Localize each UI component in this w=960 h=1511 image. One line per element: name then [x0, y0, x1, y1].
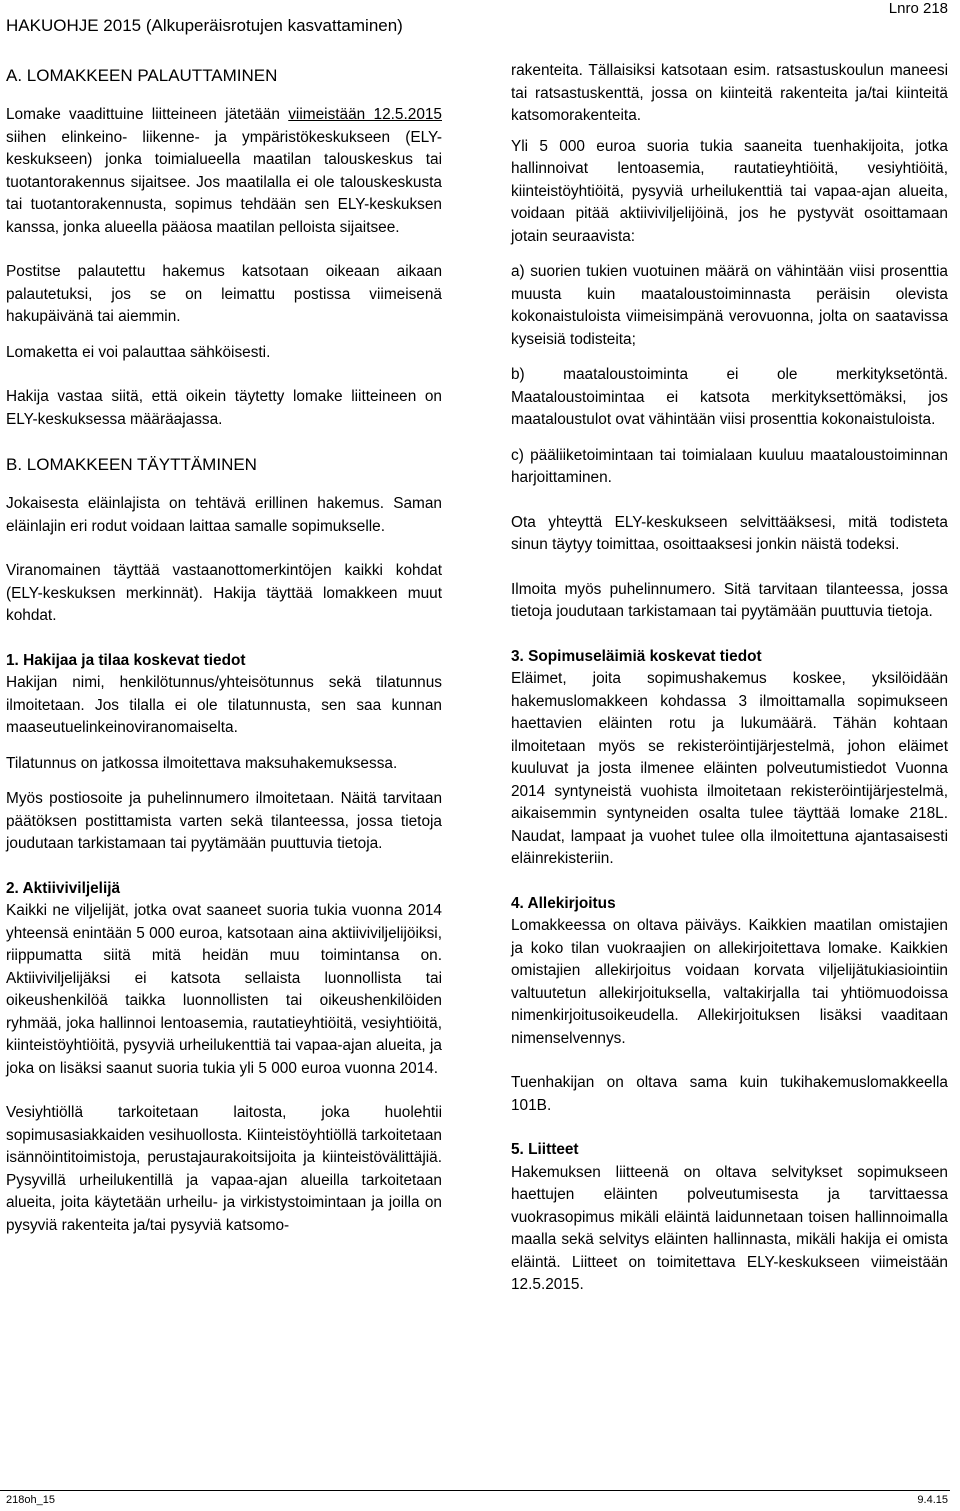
section-1-heading: 1. Hakijaa ja tilaa koskevat tiedot	[6, 651, 246, 669]
criterion-a: a) suorien tukien vuotuinen määrä on vähintään viisi prosenttia muusta kuin maataloustoiminnasta peräisin olevista kokonaistuloista viimeisimpänä verovuonna, jolta on saatavissa kyseisiä todisteita;	[511, 263, 948, 348]
section-1-paragraph-2: Tilatunnus on jatkossa ilmoitettava maksuhakemuksessa.	[6, 754, 398, 772]
right-column	[511, 60, 948, 1297]
deadline-lead-text: Lomake vaadittuine liitteineen jätetään	[6, 106, 289, 123]
section-5-paragraph-1: Hakemuksen liitteenä on oltava selvitykset sopimukseen haettujen eläinten polveutumisesta ja tarvittaessa vuokrasopimus mikäli eläintä laidunnetaan toisen hallinnoimalla maalla sekä selvitys eläinten hallinnasta, mikäli hakija ei omista eläintä. Liitteet on toimitettava ELY-keskukseen viimeistään 12.5.2015.	[511, 1163, 948, 1293]
section-a-paragraph-1	[6, 104, 442, 239]
footer-document-code: 218oh_15	[6, 1494, 55, 1506]
left-column	[6, 60, 442, 1237]
section-2-heading: 2. Aktiiviviljelijä	[6, 879, 121, 897]
deadline-rest-text: siihen elinkeino- liikenne- ja ympäristökeskukseen (ELY-keskukseen) jonka toimialueella maatilan talouskeskus tai tuotantorakennus sijaitsee. Jos maatilalla ei ole talouskeskusta tai tuotantorakennusta, sopimus tehdään sen ELY-keskuksen kanssa, jonka alueella pääosa maatilan pelloista sijaitsee.	[6, 128, 442, 236]
section-4-paragraph-1: Lomakkeessa on oltava päiväys. Kaikkien maatilan omistajien ja koko tilan vuokraajien on allekirjoitettava lomake. Kaikkien omistajien allekirjoitus voidaan korvata viljelijätukiasiointiin valtuutetun allekirjoituksella, valtakirjalla tai yhtiömuodoissa nimenkirjoitusoikeudella. Allekirjoituksen lisäksi vaaditaan nimenselvennys.	[511, 917, 948, 1047]
criterion-c: c) pääliiketoimintaan tai toimialaan kuuluu maataloustoiminnan harjoittaminen.	[511, 446, 948, 486]
footer-date: 9.4.15	[917, 1494, 948, 1506]
criterion-b: b) maataloustoiminta ei ole merkityksetöntä. Maataloustoimintaa ei katsota merkityksettömäksi, jos maataloustulot ovat vähintään viisi prosenttia kokonaistuloista.	[511, 366, 948, 428]
footer-divider	[0, 1490, 950, 1491]
section-b-paragraph-2: Viranomainen täyttää vastaanottomerkintöjen kaikki kohdat (ELY-keskuksen merkinnät). Hakija täyttää lomakkeen muut kohdat.	[6, 562, 442, 624]
section-a-paragraph-3: Lomaketta ei voi palauttaa sähköisesti.	[6, 343, 271, 361]
section-2-continuation-2: Yli 5 000 euroa suoria tukia saaneita tuenhakijoita, jotka hallinnoivat lentoasemia, rautatieyhtiöitä, vesiyhtiöitä, kiinteistöyhtiöitä, pysyviä urheilukenttiä tai vapaa-ajan alueita, voidaan pitää aktiiviviljelijöinä, jos he pystyvät osoittamaan jotain seuraavista:	[511, 137, 948, 245]
section-b-paragraph-1: Jokaisesta eläinlajista on tehtävä erillinen hakemus. Saman eläinlajin eri rodut voidaan laittaa samalle sopimukselle.	[6, 495, 442, 535]
section-2-paragraph-2: Vesiyhtiöllä tarkoitetaan laitosta, joka huolehtii sopimusasiakkaiden vesihuollosta. Kiinteistöyhtiöllä tarkoitetaan isännöintitoimistoja, perustajaurakoitsijoita ja kiinteistövälittäjiä. Pysyvillä urheilukentillä ja vapaa-ajan alueilla tarkoitetaan alueita, joita käytetään urheilu- ja virkistystoimintaan ja joilla on pysyviä rakenteita ja/tai pysyviä katsomo-	[6, 1104, 442, 1234]
form-number: Lnro 218	[888, 0, 948, 17]
section-2-paragraph-1: Kaikki ne viljelijät, jotka ovat saaneet suoria tukia vuonna 2014 yhteensä enintään 5 000 euroa, katsotaan aina aktiiviviljelijöiksi, riippumatta siitä mitä heidän muu toimintansa on. Aktiiviviljelijäksi ei katsota sellaista luonnollista tai oikeushenkilöä taikka luonnollisten tai oikeushenkilöiden ryhmää, joka hallinnoi lentoasemia, rautatieyhtiöitä, vesiyhtiöitä, kiinteistöyhtiöitä, pysyviä urheilukenttiä tai vapaa-ajan alueita, ja joka on lisäksi saanut suoria tukia yli 5 000 euroa vuonna 2014.	[6, 902, 442, 1077]
section-4-paragraph-2: Tuenhakijan on oltava sama kuin tukihakemuslomakkeella 101B.	[511, 1074, 948, 1114]
section-2-continuation-1: rakenteita. Tällaisiksi katsotaan esim. ratsastuskoulun maneesi tai ratsastuskenttä, jossa on kiinteitä rakenteita ja/tai kiinteitä katsomorakenteita.	[511, 62, 948, 124]
section-2-phone-note: Ilmoita myös puhelinnumero. Sitä tarvitaan tilanteessa, jossa tietoja joudutaan tarkistamaan tai pyytämään puuttuvia tietoja.	[511, 580, 948, 620]
deadline-date: viimeistään 12.5.2015	[288, 106, 442, 123]
section-2-contact-note: Ota yhteyttä ELY-keskukseen selvittääksesi, mitä todisteta sinun täytyy toimittaa, osoittaaksesi jonkin näistä todeksi.	[511, 513, 948, 553]
document-title: HAKUOHJE 2015 (Alkuperäisrotujen kasvattaminen)	[6, 16, 403, 35]
section-a-paragraph-2: Postitse palautettu hakemus katsotaan oikeaan aikaan palautetuksi, jos se on leimattu postissa viimeisenä hakupäivänä tai aiemmin.	[6, 263, 442, 325]
section-5-heading: 5. Liitteet	[511, 1141, 579, 1158]
section-a-paragraph-4: Hakija vastaa siitä, että oikein täytetty lomake liitteineen on ELY-keskuksessa määräajassa.	[6, 388, 442, 428]
section-3-heading: 3. Sopimuseläimiä koskevat tiedot	[511, 647, 762, 665]
section-a-title: A. LOMAKKEEN PALAUTTAMINEN	[6, 66, 278, 85]
section-3-paragraph-1: Eläimet, joita sopimushakemus koskee, yksilöidään hakemuslomakkeen kohdassa 3 ilmoittamalla sopimukseen haettavien eläinten rotu ja lukumäärä. Tähän kohtaan ilmoitetaan myös se rekisteröintijärjestelmä, johon eläimet kuuluvat ja josta ilmenee eläinten polveutumistiedot Vuonna 2014 syntyneistä vuohista ilmoitetaan rekisteröintijärjestelmä, aikaisemmin syntyneiden osalta tulee täyttää lomake 218L. Naudat, lampaat ja vuohet tulee olla ilmoitettuna ajantasaisesti eläinrekisteriin.	[511, 670, 948, 867]
section-1-paragraph-3: Myös postiosoite ja puhelinnumero ilmoitetaan. Näitä tarvitaan päätöksen postittamista varten sekä tilanteessa, jossa tietoja joudutaan tarkistamaan tai pyytämään puuttuvia tietoja.	[6, 790, 442, 852]
section-1-paragraph-1: Hakijan nimi, henkilötunnus/yhteisötunnus sekä tilatunnus ilmoitetaan. Jos tilalla ei ole tilatunnusta, sen saa kunnan maaseutuelinkeinoviranomaiselta.	[6, 674, 442, 736]
section-4-heading: 4. Allekirjoitus	[511, 894, 616, 912]
section-b-title: B. LOMAKKEEN TÄYTTÄMINEN	[6, 455, 257, 474]
